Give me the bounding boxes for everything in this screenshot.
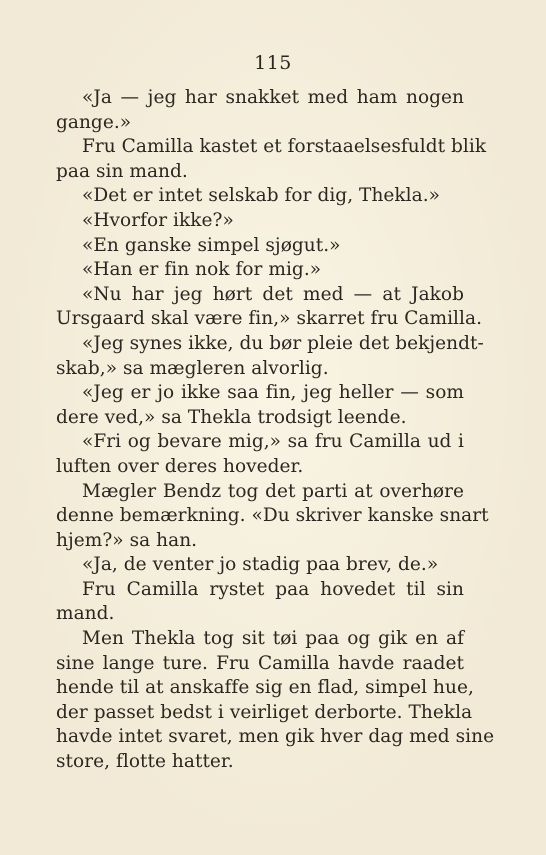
text-line: hende til at anskaffe sig en flad, simpel hue,	[56, 677, 474, 699]
text-line: hjem?» sa han.	[56, 529, 198, 551]
text-line: Fru Camilla kastet et forstaaelsesfuldt blik	[82, 136, 487, 158]
text-line: dere ved,» sa Thekla trodsigt leende.	[56, 406, 407, 428]
text-line: «Ja, de venter jo stadig paa brev, de.»	[82, 554, 439, 576]
text-line: «Ja — jeg har snakket med ham nogen	[82, 87, 464, 108]
text-line: gange.»	[56, 111, 132, 133]
text-line: Fru Camilla rystet paa hovedet til sin	[82, 578, 464, 600]
text-line: der passet bedst i veirliget derborte. Thekla	[56, 701, 473, 723]
text-line: havde intet svaret, men gik hver dag med sine	[56, 726, 495, 748]
text-line: denne bemærkning. «Du skriver kanske snart	[56, 505, 489, 527]
text-line: mand.	[56, 603, 115, 625]
text-line: Men Thekla tog sit tøi paa og gik en af	[82, 628, 464, 650]
body-text	[56, 86, 495, 775]
text-line: Ursgaard skal være fin,» skarret fru Camilla.	[56, 308, 483, 330]
text-line: Mægler Bendz tog det parti at overhøre	[82, 480, 464, 502]
page-number: 115	[254, 52, 292, 74]
text-line: skab,» sa mægleren alvorlig.	[56, 357, 329, 379]
text-line: paa sin mand.	[56, 160, 188, 182]
text-line: «Det er intet selskab for dig, Thekla.»	[82, 185, 441, 207]
text-line: luften over deres hoveder.	[56, 455, 304, 477]
text-line: «En ganske simpel sjøgut.»	[82, 234, 341, 256]
text-line: «Hvorfor ikke?»	[82, 209, 234, 231]
text-line: sine lange ture. Fru Camilla havde raadet	[56, 652, 464, 674]
text-line: «Fri og bevare mig,» sa fru Camilla ud i	[82, 431, 464, 453]
text-line: store, flotte hatter.	[56, 751, 234, 773]
text-line: «Jeg er jo ikke saa fin, jeg heller — som	[82, 382, 464, 404]
text-line: «Han er fin nok for mig.»	[82, 259, 322, 281]
text-line: «Nu har jeg hørt det med — at Jakob	[82, 283, 464, 305]
text-line: «Jeg synes ikke, du bør pleie det bekjendt-	[82, 332, 484, 354]
